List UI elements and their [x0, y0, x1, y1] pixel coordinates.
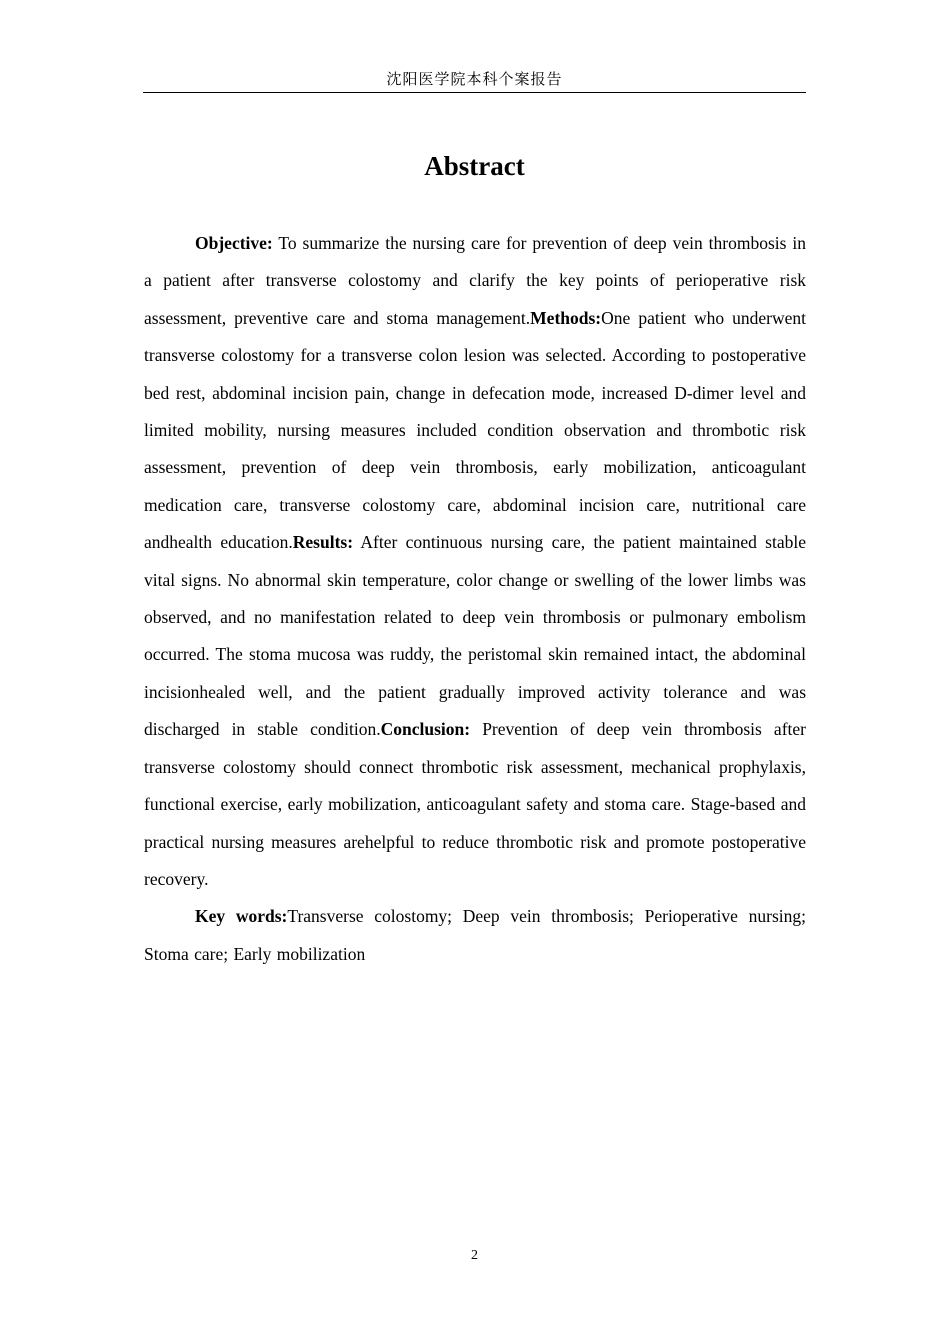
page-number: 2: [471, 1248, 478, 1263]
abstract-paragraph: [144, 225, 806, 898]
conclusion-text: Prevention of deep vein thrombosis after transverse colostomy should connect thrombotic risk assessment, mechanical prophylaxis, functional exercise, early mobilization, anticoagulant safety and stoma care. Stage-based and practical nursing measures arehelpful to reduce thrombotic risk and promote postoperative recovery.: [144, 719, 806, 889]
objective-label: Objective:: [195, 233, 273, 253]
results-text: After continuous nursing care, the patient maintained stable vital signs. No abnormal skin temperature, color change or swelling of the lower limbs was observed, and no manifestation related to deep vein thrombosis or pulmonary embolism occurred. The stoma mucosa was ruddy, the peristomal skin remained intact, the abdominal incisionhealed well, and the patient gradually improved activity tolerance and was discharged in stable condition.: [144, 532, 806, 740]
methods-label: Methods:: [530, 307, 602, 328]
results-label: Results:: [292, 532, 354, 553]
abstract-body: [144, 225, 806, 973]
running-header-text: 沈阳医学院本科个案报告: [386, 70, 563, 88]
objective-text: To summarize the nursing care for prevention of deep vein thrombosis in a patient after transverse colostomy and clarify the key points of perioperative risk assessment, preventive care and stoma management.: [144, 233, 806, 328]
conclusion-label: Conclusion:: [380, 719, 471, 740]
running-header: [143, 68, 806, 93]
keywords-text: Transverse colostomy; Deep vein thrombosis; Perioperative nursing; Stoma care; Early mobilization: [144, 906, 806, 964]
abstract-title: Abstract: [424, 151, 525, 181]
keywords-label: Key words:: [195, 906, 288, 927]
keywords-paragraph: [144, 898, 806, 973]
methods-text: One patient who underwent transverse colostomy for a transverse colon lesion was selected. According to postoperative bed rest, abdominal incision pain, change in defecation mode, increased D-dimer level and limited mobility, nursing measures included condition observation and thrombotic risk assessment, prevention of deep vein thrombosis, early mobilization, anticoagulant medication care, transverse colostomy care, abdominal incision care, nutritional care andhealth education.: [144, 307, 807, 553]
